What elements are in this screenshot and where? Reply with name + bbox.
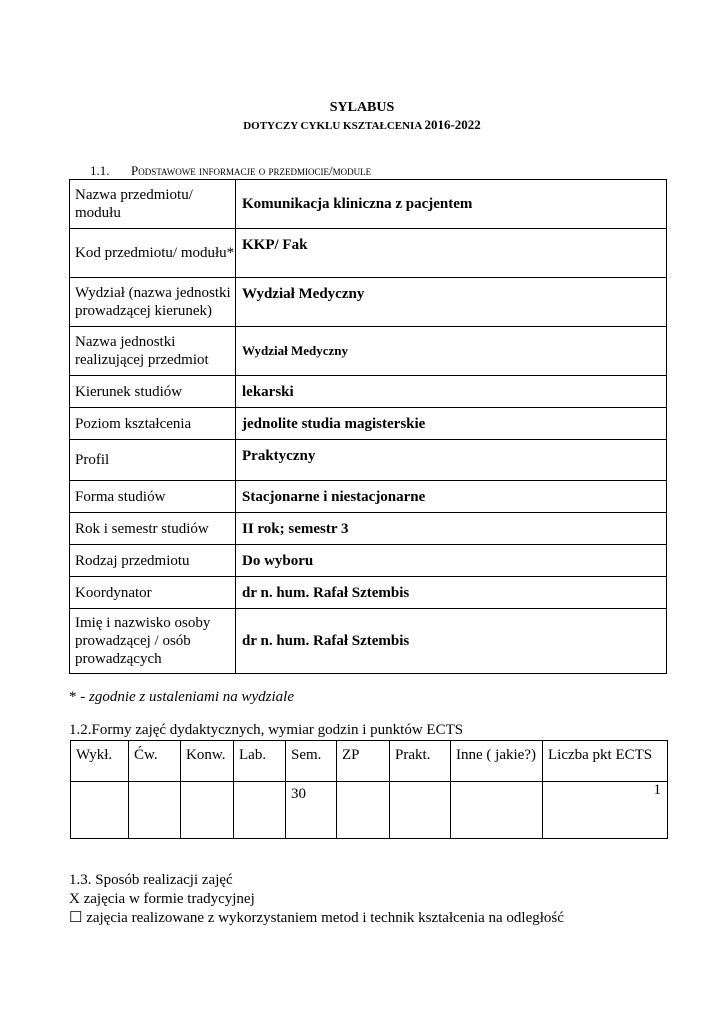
footnote-star: * xyxy=(69,689,77,705)
header-cell: ZP xyxy=(337,741,390,782)
x-mark-icon: X xyxy=(69,891,80,907)
row-value: Do wyboru xyxy=(236,545,667,577)
table-row xyxy=(70,577,667,609)
row-label: Rok i semestr studiów xyxy=(70,513,236,545)
header-cell: Ćw. xyxy=(129,741,181,782)
table-row xyxy=(71,782,668,839)
value-cell: 30 xyxy=(286,782,337,839)
row-label: Nazwa jednostki realizującej przedmiot xyxy=(70,327,236,376)
section-1-3 xyxy=(69,871,564,928)
table-row xyxy=(70,481,667,513)
table-row xyxy=(70,408,667,440)
footnote-text: - zgodnie z ustaleniami na wydziale xyxy=(76,689,294,705)
row-value: II rok; semestr 3 xyxy=(236,513,667,545)
row-label: Profil xyxy=(70,440,236,481)
row-label: Forma studiów xyxy=(70,481,236,513)
option-remote xyxy=(69,909,564,928)
header-cell: Liczba pkt ECTS xyxy=(543,741,668,782)
value-cell: 1 xyxy=(543,782,668,839)
section-1-1-heading xyxy=(90,163,371,179)
table-row xyxy=(70,545,667,577)
table-row xyxy=(70,440,667,481)
table-row xyxy=(70,609,667,674)
table-row xyxy=(70,229,667,278)
row-value: jednolite studia magisterskie xyxy=(236,408,667,440)
value-cell xyxy=(129,782,181,839)
row-label: Kod przedmiotu/ modułu* xyxy=(70,229,236,278)
checkbox-icon: ☐ xyxy=(69,910,83,926)
row-label: Kierunek studiów xyxy=(70,376,236,408)
basic-info-table xyxy=(69,179,667,674)
row-label: Rodzaj przedmiotu xyxy=(70,545,236,577)
header-cell: Inne ( jakie?) xyxy=(451,741,543,782)
value-cell xyxy=(234,782,286,839)
table-row xyxy=(70,376,667,408)
value-cell xyxy=(181,782,234,839)
value-cell xyxy=(390,782,451,839)
table-header-row xyxy=(71,741,668,782)
row-label: Wydział (nazwa jednostki prowadzącej kierunek) xyxy=(70,278,236,327)
section-1-3-heading: 1.3. Sposób realizacji zajęć xyxy=(69,872,233,888)
value-cell xyxy=(71,782,129,839)
row-value: Wydział Medyczny xyxy=(236,278,667,327)
row-value: Praktyczny xyxy=(236,440,667,481)
section-title: Podstawowe informacje o przedmiocie/module xyxy=(131,163,372,178)
option-label: zajęcia w formie tradycyjnej xyxy=(79,891,255,907)
option-label: zajęcia realizowane z wykorzystaniem metod i technik kształcenia na odległość xyxy=(82,910,564,926)
table-row xyxy=(70,278,667,327)
header-cell: Prakt. xyxy=(390,741,451,782)
row-value: KKP/ Fak xyxy=(236,229,667,278)
header-cell: Lab. xyxy=(234,741,286,782)
document-subtitle xyxy=(0,117,724,133)
row-label: Imię i nazwisko osoby prowadzącej / osób prowadzących xyxy=(70,609,236,674)
subtitle-years: 2016-2022 xyxy=(424,117,481,132)
row-label: Koordynator xyxy=(70,577,236,609)
header-cell: Wykł. xyxy=(71,741,129,782)
table-row xyxy=(70,327,667,376)
row-value: Stacjonarne i niestacjonarne xyxy=(236,481,667,513)
header-cell: Sem. xyxy=(286,741,337,782)
document-title: SYLABUS xyxy=(329,100,395,115)
row-value: Wydział Medyczny xyxy=(236,327,667,376)
ects-table xyxy=(70,740,668,839)
row-value: Komunikacja kliniczna z pacjentem xyxy=(236,180,667,229)
subtitle-prefix: DOTYCZY CYKLU KSZTAŁCENIA xyxy=(243,120,422,132)
row-value: lekarski xyxy=(236,376,667,408)
value-cell xyxy=(337,782,390,839)
table-row xyxy=(70,180,667,229)
header-cell: Konw. xyxy=(181,741,234,782)
section-1-2-heading: 1.2.Formy zajęć dydaktycznych, wymiar godzin i punktów ECTS xyxy=(69,722,464,738)
section-number: 1.1. xyxy=(90,163,110,178)
row-label: Poziom kształcenia xyxy=(70,408,236,440)
row-value: dr n. hum. Rafał Sztembis xyxy=(236,609,667,674)
footnote xyxy=(69,689,294,706)
value-cell xyxy=(451,782,543,839)
table-row xyxy=(70,513,667,545)
row-value: dr n. hum. Rafał Sztembis xyxy=(236,577,667,609)
option-traditional xyxy=(69,890,564,909)
row-label: Nazwa przedmiotu/ modułu xyxy=(70,180,236,229)
